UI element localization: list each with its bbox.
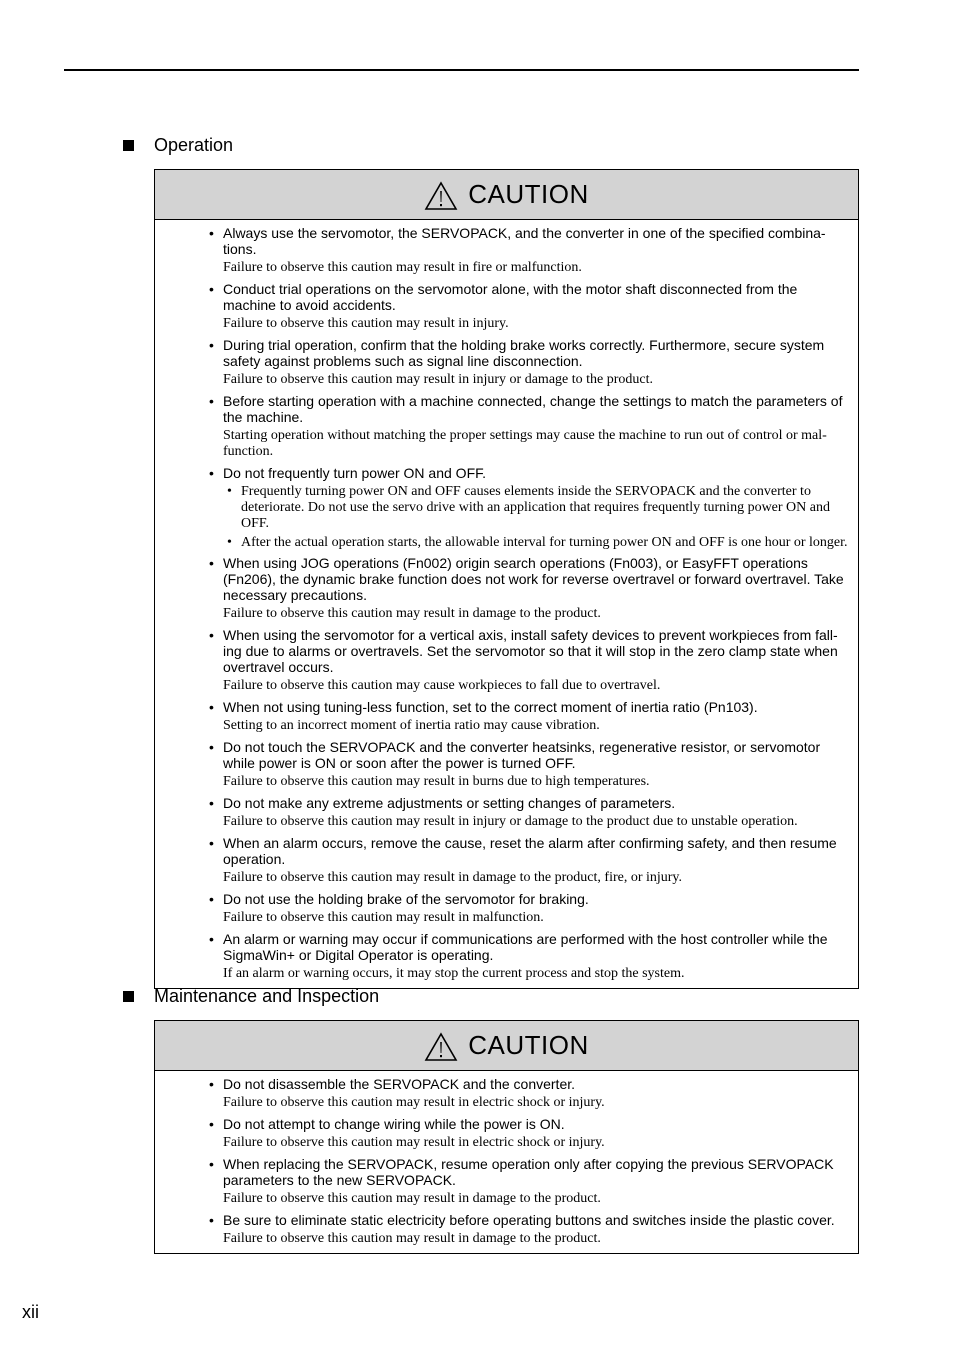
caution-item	[209, 931, 850, 982]
caution-item	[209, 555, 850, 622]
sub-bullet: •	[227, 535, 232, 550]
caution-item-note: Failure to observe this caution may result in malfunction.	[223, 910, 544, 925]
caution-item-text: Do not use the holding brake of the servomotor for braking.	[223, 891, 589, 907]
caution-item-text: When an alarm occurs, remove the cause, reset the alarm after confirming safety, and then resume operation.	[223, 835, 837, 867]
caution-header	[155, 1021, 858, 1071]
section-heading-operation	[123, 135, 233, 156]
caution-item	[209, 337, 850, 388]
caution-item	[209, 699, 850, 734]
bullet: •	[209, 795, 214, 811]
caution-item-text: Conduct trial operations on the servomotor alone, with the motor shaft disconnected from the machine to avoid accidents.	[223, 281, 798, 313]
sub-item-text: Frequently turning power ON and OFF causes elements inside the SERVOPACK and the converter to deteriorate. Do not use the servo drive with an application that requires frequently turning power ON and OFF.	[241, 484, 830, 531]
bullet: •	[209, 739, 214, 755]
caution-item-note: Failure to observe this caution may result in electric shock or injury.	[223, 1095, 605, 1110]
bullet: •	[209, 891, 214, 907]
caution-item-text: Do not frequently turn power ON and OFF.	[223, 465, 487, 481]
caution-item-text: An alarm or warning may occur if communications are performed with the host controller while the SigmaWin+ or Digital Operator is operating.	[223, 931, 828, 963]
caution-item-text: Before starting operation with a machine connected, change the settings to match the parameters of the machine.	[223, 393, 843, 425]
section-heading-maintenance	[123, 986, 379, 1007]
caution-item	[209, 627, 850, 694]
caution-item-note: Failure to observe this caution may result in injury.	[223, 316, 509, 331]
bullet: •	[209, 555, 214, 571]
bullet: •	[209, 699, 214, 715]
caution-item-note: Failure to observe this caution may result in electric shock or injury.	[223, 1135, 605, 1150]
caution-item	[209, 1116, 850, 1151]
caution-item-text: When using the servomotor for a vertical axis, install safety devices to prevent workpieces from fall-ing due to alarms or overtravels. Set the servomotor so that it will stop in the zero clamp state when overtravel occurs.	[223, 627, 838, 675]
caution-title: CAUTION	[468, 1030, 589, 1060]
top-rule	[64, 69, 859, 71]
caution-item-note: Setting to an incorrect moment of inertia ratio may cause vibration.	[223, 718, 600, 733]
caution-item-text: Be sure to eliminate static electricity before operating buttons and switches inside the plastic cover.	[223, 1212, 835, 1228]
section-title: Operation	[154, 135, 234, 155]
caution-item	[209, 1212, 850, 1247]
caution-item-note: Failure to observe this caution may result in damage to the product.	[223, 1191, 601, 1206]
caution-header	[155, 170, 858, 220]
bullet: •	[209, 465, 214, 481]
caution-item-note: Failure to observe this caution may result in damage to the product.	[223, 606, 601, 621]
caution-item	[209, 739, 850, 790]
sub-item	[223, 484, 850, 532]
caution-item-note: Failure to observe this caution may result in fire or malfunction.	[223, 260, 582, 275]
caution-item-note: Failure to observe this caution may result in injury or damage to the product due to unstable operation.	[223, 814, 798, 829]
sub-bullet: •	[227, 484, 232, 499]
caution-title: CAUTION	[468, 179, 589, 209]
caution-item	[209, 795, 850, 830]
caution-item-text: When not using tuning-less function, set to the correct moment of inertia ratio (Pn103).	[223, 699, 758, 715]
caution-item	[209, 835, 850, 886]
caution-item-note: Failure to observe this caution may result in burns due to high temperatures.	[223, 774, 650, 789]
square-bullet-icon	[123, 991, 134, 1002]
bullet: •	[209, 1156, 214, 1172]
caution-box-maintenance	[154, 1020, 859, 1254]
sub-item	[223, 535, 850, 551]
caution-item-text: Do not touch the SERVOPACK and the converter heatsinks, regenerative resistor, or servomotor while power is ON or soon after the power is turned OFF.	[223, 739, 821, 771]
section-title: Maintenance and Inspection	[154, 986, 380, 1006]
caution-item-text: When using JOG operations (Fn002) origin search operations (Fn003), or EasyFFT operations (Fn206), the dynamic brake function does not work for reverse overtravel or forward overtravel. Take necessary precautions.	[223, 555, 844, 603]
caution-item-note: Failure to observe this caution may result in damage to the product, fire, or injury.	[223, 870, 683, 885]
bullet: •	[209, 835, 214, 851]
caution-item-text: Do not make any extreme adjustments or setting changes of parameters.	[223, 795, 676, 811]
caution-item-note: Failure to observe this caution may result in damage to the product.	[223, 1231, 601, 1246]
caution-item-text: When replacing the SERVOPACK, resume operation only after copying the previous SERVOPACK parameters to the new SERVOPACK.	[223, 1156, 834, 1188]
caution-item-note: If an alarm or warning occurs, it may stop the current process and stop the system.	[223, 966, 685, 981]
bullet: •	[209, 225, 214, 241]
square-bullet-icon	[123, 140, 134, 151]
caution-item-text: Do not disassemble the SERVOPACK and the converter.	[223, 1076, 576, 1092]
bullet: •	[209, 281, 214, 297]
bullet: •	[209, 393, 214, 409]
caution-box-operation	[154, 169, 859, 989]
page-number: xii	[22, 1302, 39, 1322]
caution-item-text: Always use the servomotor, the SERVOPACK, and the converter in one of the specified combina-tions.	[223, 225, 826, 257]
bullet: •	[209, 337, 214, 353]
caution-item-text: Do not attempt to change wiring while the power is ON.	[223, 1116, 565, 1132]
caution-item	[209, 225, 850, 276]
caution-body	[155, 1071, 858, 1253]
caution-item-text: During trial operation, confirm that the holding brake works correctly. Furthermore, secure system safety against problems such as signal line disconnection.	[223, 337, 825, 369]
warning-triangle-icon	[424, 1032, 458, 1062]
sub-item-text: After the actual operation starts, the allowable interval for turning power ON and OFF is one hour or longer.	[241, 535, 848, 550]
caution-item	[209, 1076, 850, 1111]
caution-item	[209, 891, 850, 926]
caution-body	[155, 220, 858, 988]
bullet: •	[209, 627, 214, 643]
caution-item	[209, 465, 850, 551]
caution-item-note: Failure to observe this caution may result in injury or damage to the product.	[223, 372, 654, 387]
caution-item-note: Starting operation without matching the proper settings may cause the machine to run out of control or mal-function.	[223, 428, 827, 459]
warning-triangle-icon	[424, 181, 458, 211]
bullet: •	[209, 931, 214, 947]
caution-item-note: Failure to observe this caution may cause workpieces to fall due to overtravel.	[223, 678, 661, 693]
caution-item	[209, 281, 850, 332]
bullet: •	[209, 1116, 214, 1132]
caution-item	[209, 1156, 850, 1207]
bullet: •	[209, 1076, 214, 1092]
bullet: •	[209, 1212, 214, 1228]
caution-item	[209, 393, 850, 460]
